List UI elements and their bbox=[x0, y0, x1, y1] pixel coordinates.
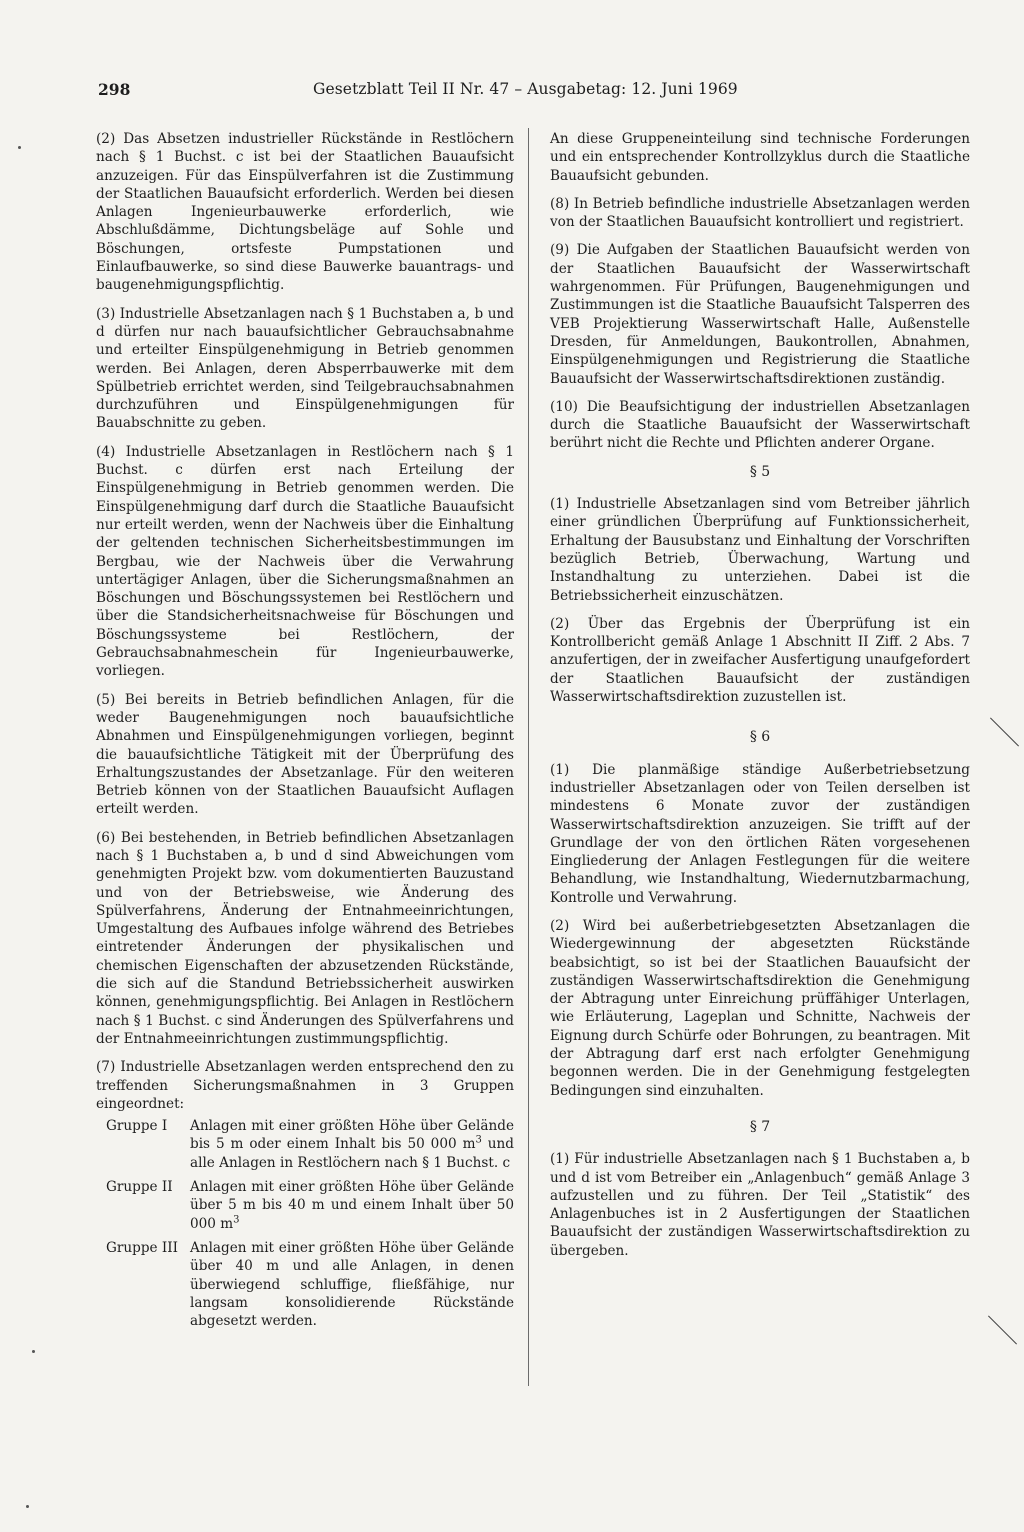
margin-dot bbox=[18, 146, 21, 149]
paragraph-10: (10) Die Beaufsichtigung der industriellen Absetzanlagen durch die Staatliche Bauaufsicht der Wasserwirtschaft berührt nicht die Rechte und Pflichten anderer Organe. bbox=[550, 398, 970, 452]
group-text-part: Anlagen mit einer größten Höhe über Gelände über 40 m und alle Anlagen, in denen überwiegend schluffige, fließfähige, nur langsam konsolidierende Rückstände abgesetzt werden. bbox=[190, 1239, 514, 1330]
paragraph-5: (5) Bei bereits in Betrieb befindlichen Anlagen, für die weder Baugenehmigungen noch bauaufsichtliche Abnahmen und Einspülgenehmigungen vorliegen, beginnt die bauaufsichtliche Tätigkeit mit der Überprüfung des Erhaltungszustandes der Absetzanlage. Für den weiteren Betrieb können von der Staatlichen Bauaufsicht Auflagen erteilt werden. bbox=[96, 691, 514, 818]
group-label: Gruppe I bbox=[106, 1118, 168, 1135]
group-item bbox=[96, 1178, 514, 1233]
margin-pencil-mark bbox=[988, 1316, 1017, 1345]
superscript: 3 bbox=[475, 1134, 482, 1146]
group-text-part: und alle Anlagen in Restlöchern nach § 1 Buchst. c bbox=[190, 1136, 514, 1171]
superscript: 3 bbox=[233, 1214, 240, 1226]
paragraph-3: (3) Industrielle Absetzanlagen nach § 1 Buchstaben a, b und d dürfen nur nach bauaufsichtlicher Gebrauchsabnahme und erteilter Einspülgenehmigung in Betrieb genommen werden. Bei Anlagen, deren Absperrbauwerke mit dem Spülbetrieb errichtet werden, sind Teilgebrauchsabnahmen durchzuführen und Einspülgenehmigungen für Bauabschnitte zu geben. bbox=[96, 305, 514, 432]
section-6-paragraph-1: (1) Die planmäßige ständige Außerbetriebsetzung industrieller Absetzanlagen oder von Teilen derselben ist mindestens 6 Monate zuvor der zuständigen Wasserwirtschaftsdirektion anzuzeigen. Sie trifft auf der Grundlage der von den örtlichen Räten vorgesehenen Eingliederung der Anlagen Festlegungen für die weitere Behandlung, wie Instandhaltung, Wiedernutzbarmachung, Kontrolle und Verwahrung. bbox=[550, 761, 970, 906]
group-text-part: Anlagen mit einer größten Höhe über Gelände über 5 m bis 40 m und einem Inhalt über 50 000 m bbox=[190, 1179, 514, 1232]
section-5-heading: § 5 bbox=[749, 463, 771, 480]
paragraph-8: (8) In Betrieb befindliche industrielle Absetzanlagen werden von der Staatlichen Bauaufsicht kontrolliert und registriert. bbox=[550, 195, 970, 231]
margin-dot bbox=[26, 1505, 29, 1508]
section-7-paragraph-1: (1) Für industrielle Absetzanlagen nach § 1 Buchstaben a, b und d ist vom Betreiber ein „Anlagenbuch“ gemäß Anlage 3 aufzustellen und zu führen. Der Teil „Statistik“ des Anlagenbuches ist in 2 Ausfertigungen der Staatlichen Bauaufsicht der zuständigen Wasserwirtschaftsdirektion zu übergeben. bbox=[550, 1151, 970, 1259]
margin-dot bbox=[32, 1350, 35, 1353]
section-6-heading: § 6 bbox=[749, 729, 771, 746]
section-5-paragraph-2: (2) Über das Ergebnis der Überprüfung ist ein Kontrollbericht gemäß Anlage 1 Abschnitt II Ziff. 2 Abs. 7 anzufertigen, der in zweifacher Ausfertigung unaufgefordert der Staatlichen Bauaufsicht der zuständigen Wasserwirtschaftsdirektion zuzustellen ist. bbox=[550, 615, 970, 706]
paragraph-9: (9) Die Aufgaben der Staatlichen Bauaufsicht werden von der Staatlichen Bauaufsicht der Wasserwirtschaft wahrgenommen. Für Prüfungen, Baugenehmigungen und Zustimmungen ist die Staatliche Bauaufsicht Talsperren des VEB Projektierung Wasserwirtschaft Halle, Außenstelle Dresden, für Anmeldungen, Baukontrollen, Abnahmen, Einspülgenehmigungen und Registrierung die Staatliche Bauaufsicht der Wasserwirtschaftsdirektionen zuständig. bbox=[550, 242, 970, 387]
left-column bbox=[96, 130, 514, 1336]
paragraph-7-continued: An diese Gruppeneinteilung sind technische Forderungen und ein entsprechender Kontrollzyklus durch die Staatliche Bauaufsicht gebunden. bbox=[550, 131, 970, 184]
section-7-heading: § 7 bbox=[749, 1118, 771, 1135]
right-column bbox=[550, 130, 970, 1270]
group-text bbox=[190, 1117, 514, 1172]
paragraph-6: (6) Bei bestehenden, in Betrieb befindlichen Absetzanlagen nach § 1 Buchstaben a, b und d sind Abweichungen vom genehmigten Projekt bzw. vom dokumentierten Bauzustand und von der Betriebsweise, wie Änderung des Spülverfahrens, Änderung der Entnahmeeinrichtungen, Umgestaltung des Aufbaues infolge während des Betriebes eintretender Änderungen der physikalischen und chemischen Eigenschaften der abzusetzenden Rückstände, die sich auf die Standund Betriebssicherheit auswirken können, genehmigungspflichtig. Bei Anlagen in Restlöchern nach § 1 Buchst. c sind Änderungen des Spülverfahrens und der Entnahmeeinrichtungen zustimmungspflichtig. bbox=[96, 829, 514, 1047]
group-list bbox=[96, 1117, 514, 1330]
page-number: 298 bbox=[98, 80, 131, 99]
group-text-part: Anlagen mit einer größten Höhe über Gelände bis 5 m oder einem Inhalt bis 50 000 m bbox=[190, 1118, 514, 1153]
section-6-paragraph-2: (2) Wird bei außerbetriebgesetzten Absetzanlagen die Wiedergewinnung der abgesetzten Rückstände beabsichtigt, so ist bei der Staatlichen Bauaufsicht der zuständigen Wasserwirtschaftsdirektion die Genehmigung der Abtragung unter Einreichung prüffähiger Unterlagen, wie Erläuterung, Lageplan und Schnitte, Nachweis der Eignung durch Schürfe oder Bohrungen, zu beantragen. Mit der Abtragung darf erst nach erfolgter Genehmigung begonnen werden. Die in der Genehmigung festgelegten Bedingungen sind einzuhalten. bbox=[550, 917, 970, 1099]
margin-pencil-mark bbox=[990, 718, 1019, 747]
group-label: Gruppe II bbox=[106, 1179, 173, 1196]
gazette-title: Gesetzblatt Teil II Nr. 47 – Ausgabetag: 12. Juni 1969 bbox=[313, 80, 738, 98]
column-divider bbox=[528, 128, 529, 1386]
paragraph-7: (7) Industrielle Absetzanlagen werden entsprechend den zu treffenden Sicherungsmaßnahmen in 3 Gruppen eingeordnet: bbox=[96, 1059, 514, 1112]
paragraph-2: (2) Das Absetzen industrieller Rückstände in Restlöchern nach § 1 Buchst. c ist bei der Staatlichen Bauaufsicht anzuzeigen. Für das Einspülverfahren ist die Zustimmung der Staatlichen Bauaufsicht erforderlich. Werden bei diesen Anlagen Ingenieurbauwerke erforderlich, wie Abschlußdämme, Dichtungsbeläge auf Sohle und Böschungen, ortsfeste Pumpstationen und Einlaufbauwerke, so sind diese Bauwerke bauantrags- und baugenehmigungspflichtig. bbox=[96, 131, 514, 294]
group-text bbox=[190, 1178, 514, 1233]
group-label: Gruppe III bbox=[106, 1239, 178, 1256]
group-item bbox=[96, 1117, 514, 1172]
page-header bbox=[98, 80, 778, 102]
section-5-paragraph-1: (1) Industrielle Absetzanlagen sind vom Betreiber jährlich einer gründlichen Überprüfung auf Funktionssicherheit, Erhaltung der Bausubstanz und Einhaltung der Vorschriften bezüglich Betrieb, Überwachung, Wartung und Instandhaltung zu unterziehen. Dabei ist die Betriebssicherheit einzuschätzen. bbox=[550, 496, 970, 604]
group-item bbox=[96, 1239, 514, 1330]
group-text bbox=[190, 1239, 514, 1330]
paragraph-4: (4) Industrielle Absetzanlagen in Restlöchern nach § 1 Buchst. c dürfen erst nach Erteilung der Einspülgenehmigung in Betrieb genommen werden. Die Einspülgenehmigung darf durch die Staatliche Bauaufsicht nur erteilt werden, wenn der Nachweis über die Einhaltung der geltenden technischen Sicherheitsbestimmungen im Bergbau, wie der Nachweis über die Verwahrung untertägiger Anlagen, über die Sicherungsmaßnahmen an Böschungen und Böschungssystemen bei Restlöchern und über die Standsicherheitsnachweise für Böschungen und Böschungssysteme bei Restlöchern, der Gebrauchsabnahmeschein für Ingenieurbauwerke, vorliegen. bbox=[96, 443, 514, 680]
